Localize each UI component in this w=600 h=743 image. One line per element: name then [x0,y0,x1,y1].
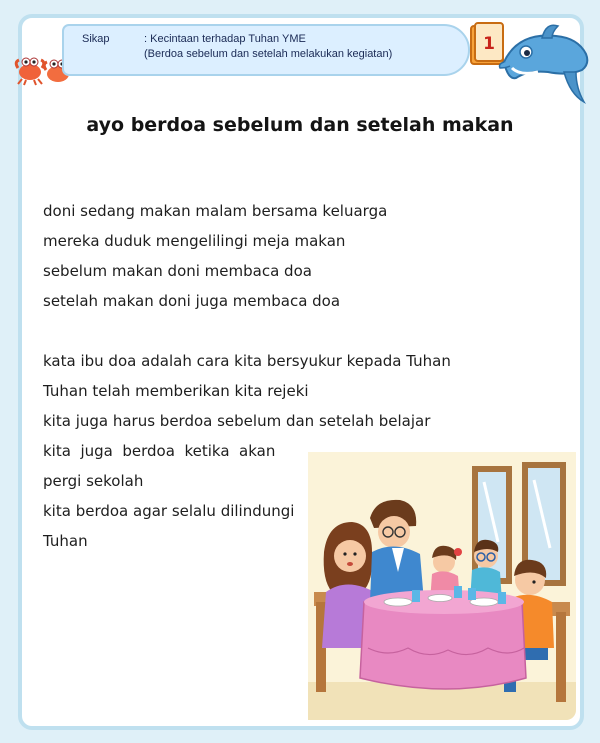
story-line: sebelum makan doni membaca doa [43,262,312,280]
page-title: ayo berdoa sebelum dan setelah makan [86,114,514,136]
story-line: pergi sekolah [43,472,144,490]
badge-number: 1 [483,34,495,54]
story-line: setelah makan doni juga membaca doa [43,292,341,310]
story-line: kita juga berdoa ketika akan [43,442,276,460]
story-line: doni sedang makan malam bersama keluarga [43,202,388,220]
story-line: kita berdoa agar selalu dilindungi [43,502,295,520]
header-subtopic: (Berdoa sebelum dan setelah melakukan kegiatan) [144,48,393,60]
story-line: Tuhan [43,532,88,550]
dolphin-icon [498,18,594,108]
header-line-2 [82,47,468,62]
family-dinner-illustration [308,452,576,720]
story-line: kata ibu doa adalah cara kita bersyukur kepada Tuhan [43,352,451,370]
header-line-1 [82,32,468,47]
story-line: Tuhan telah memberikan kita rejeki [43,382,309,400]
header-topic: : Kecintaan terhadap Tuhan YME [144,33,306,45]
story-line: mereka duduk mengelilingi meja makan [43,232,346,250]
header-label: Sikap [82,33,110,45]
header-band [62,24,470,76]
story-line: kita juga harus berdoa sebelum dan setelah belajar [43,412,431,430]
